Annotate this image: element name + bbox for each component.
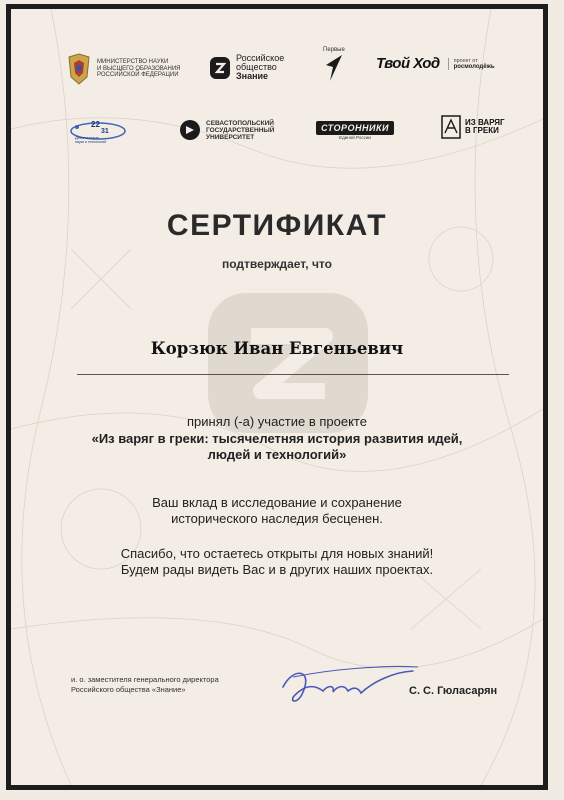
tvoy-khod-sub2: росмолодёжь (453, 63, 495, 70)
russian-emblem-icon (66, 53, 92, 85)
sevsu-icon (179, 119, 201, 141)
signer-role-line1: и. о. заместителя генерального директора (71, 675, 219, 684)
storonniki-logo (316, 121, 394, 140)
iz-varyag-line1: ИЗ ВАРЯГ (465, 117, 505, 127)
znanie-logo-line3: Знание (236, 71, 269, 81)
iz-varyag-line2: В ГРЕКИ (465, 126, 499, 135)
participation-line: принял (-а) участие в проекте (187, 414, 367, 429)
sevsu-logo (179, 119, 274, 141)
storonniki-sub: Единой России (339, 135, 371, 140)
tvoy-khod-sub1: проект от (453, 57, 478, 64)
thanks-line1: Спасибо, что остаетесь открыты для новых знаний! (120, 546, 434, 561)
znanie-logo (209, 54, 284, 81)
sevsu-logo-line2: ГОСУДАРСТВЕННЫЙ (206, 126, 275, 134)
certificate-frame (6, 4, 548, 790)
ministry-logo (66, 53, 181, 85)
storonniki-label: СТОРОННИКИ (316, 121, 394, 135)
decade-logo-line2: 31 (101, 128, 109, 135)
ministry-logo-line3: РОССИЙСКОЙ ФЕДЕРАЦИИ (97, 72, 179, 79)
contribution-line2: исторического наследия бесценен. (171, 511, 383, 526)
decade-logo-line4: науки и технологий (75, 140, 107, 144)
decade-logo-line3: Десятилетие (75, 135, 99, 140)
handwritten-signature (273, 657, 423, 712)
ministry-logo-line1: МИНИСТЕРСТВО НАУКИ (97, 59, 169, 66)
project-title-line2: людей и технологий» (207, 447, 347, 462)
znanie-logo-line1: Российское (236, 53, 285, 63)
certificate-title: СЕРТИФИКАТ (166, 209, 388, 242)
pervye-arrow-icon (324, 53, 344, 83)
project-title-line1: «Из варяг в греки: тысячелетняя история развития идей, (91, 431, 463, 446)
tvoy-khod-label: Твой Ход (376, 55, 440, 72)
iz-varyag-logo (441, 115, 505, 139)
recipient-name: Корзюк Иван Евгеньевич (150, 339, 404, 358)
iz-varyag-emblem-icon (441, 115, 461, 139)
signer-name: С. С. Гюласарян (409, 685, 498, 697)
certificate-subtitle: подтверждает, что (222, 257, 332, 271)
tvoy-khod-logo (376, 55, 495, 72)
signer-role-line2: Российского общества «Знание» (71, 685, 186, 694)
pervye-logo-label: Первые (323, 47, 345, 53)
znanie-logo-line2: общество (236, 62, 277, 72)
decade-science-icon (69, 115, 127, 145)
pervye-logo (323, 47, 345, 83)
znanie-icon (209, 56, 231, 80)
decade-science-logo (69, 115, 127, 145)
contribution-line1: Ваш вклад в исследование и сохранение (152, 495, 402, 510)
signer-role (71, 675, 219, 695)
sevsu-logo-line3: УНИВЕРСИТЕТ (206, 133, 255, 141)
ministry-logo-line2: И ВЫСШЕГО ОБРАЗОВАНИЯ (97, 65, 181, 72)
decade-logo-line1: 22 (91, 120, 100, 129)
sevsu-logo-line1: СЕВАСТОПОЛЬСКИЙ (206, 119, 274, 127)
thanks-line2: Будем рады видеть Вас и в других наших проектах. (120, 562, 434, 577)
name-underline (77, 374, 509, 375)
